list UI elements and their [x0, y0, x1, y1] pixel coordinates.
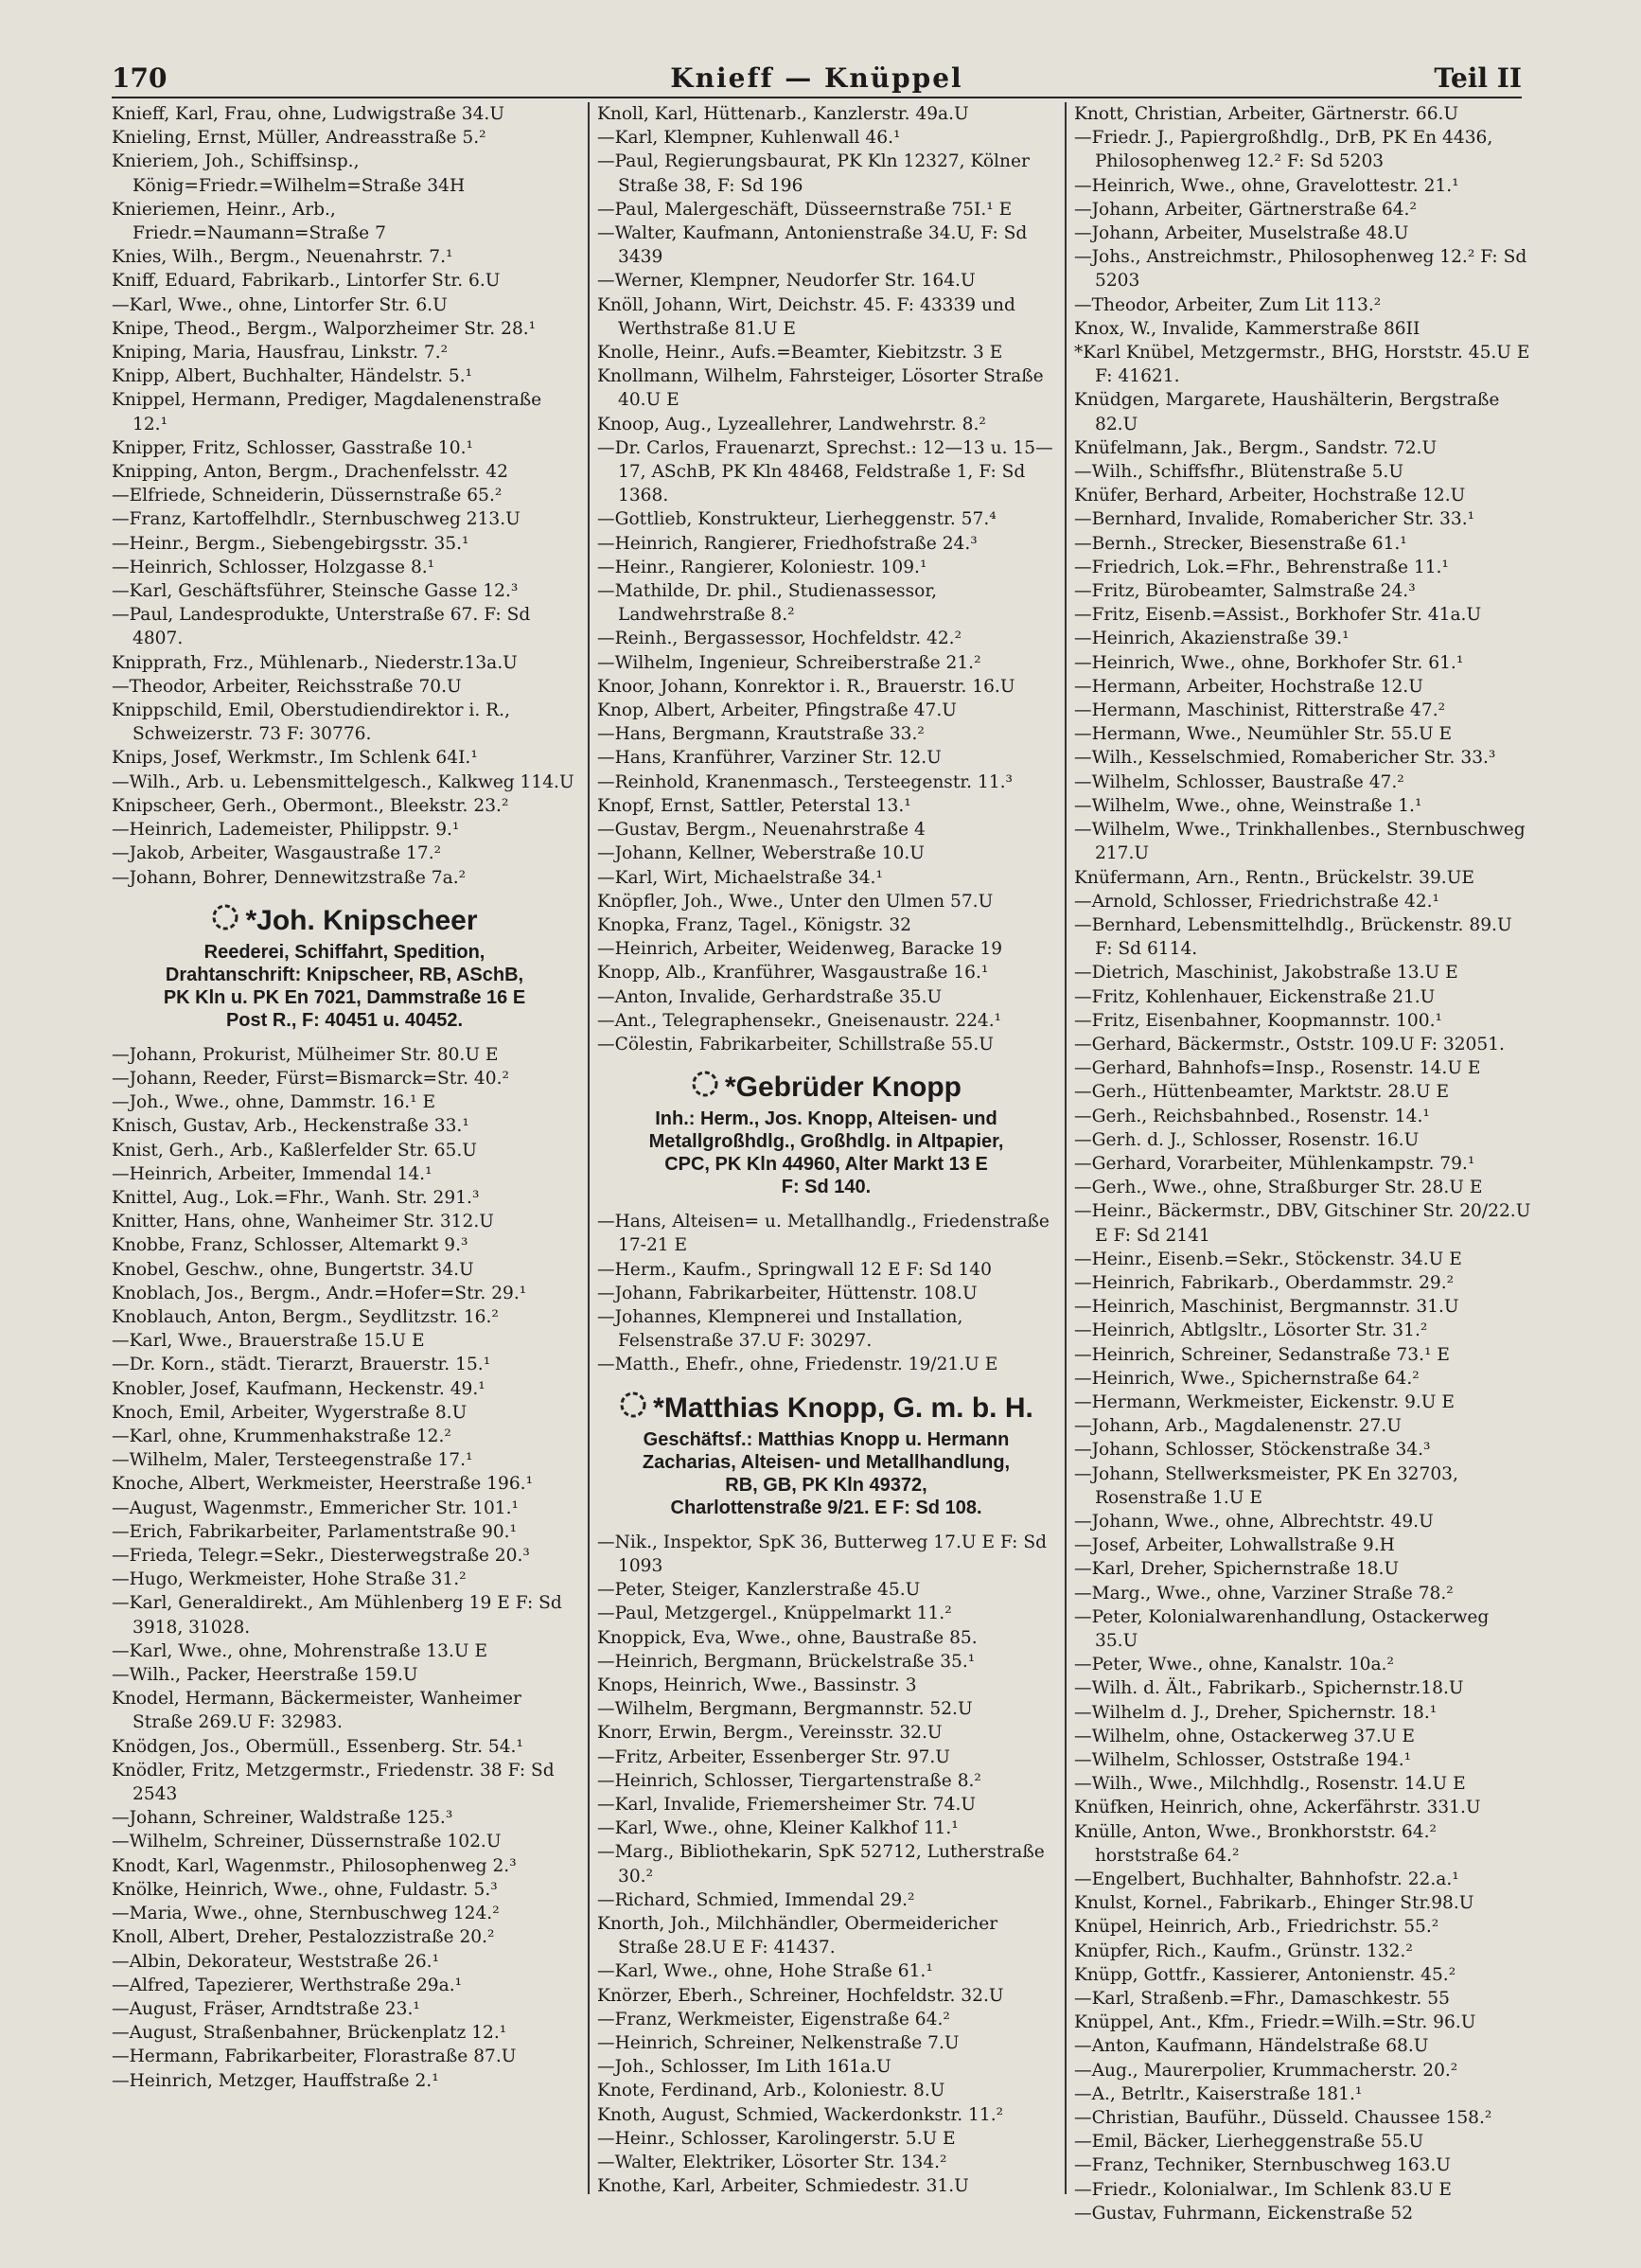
directory-entry: —Wilh., Kesselschmied, Romabericher Str. 33.³ [1074, 748, 1496, 769]
directory-entry: —Dietrich, Maschinist, Jakobstraße 13.U E [1074, 963, 1458, 983]
directory-entry: Knobbe, Franz, Schlosser, Altemarkt 9.³ [112, 1235, 468, 1256]
directory-entry: Knopka, Franz, Tagel., Königstr. 32 [597, 914, 911, 935]
directory-entry: —Peter, Kolonialwarenhandlung, Ostackerweg 35.U [1074, 1606, 1490, 1651]
directory-entry: —Josef, Arbeiter, Lohwallstraße 9.H [1074, 1535, 1395, 1556]
directory-entry: —Wilh., Packer, Heerstraße 159.U [112, 1665, 418, 1686]
directory-entry: Knips, Josef, Werkmstr., Im Schlenk 64I.¹ [112, 748, 478, 769]
directory-entry: Knobler, Josef, Kaufmann, Heckenstr. 49.¹ [112, 1378, 485, 1399]
directory-entry: —Heinr., Bäckermstr., DBV, Gitschiner Str. 20/22.U E F: Sd 2141 [1074, 1201, 1531, 1246]
block-line: Zacharias, Alteisen- und Metallhandlung, [642, 1451, 1011, 1473]
directory-entry: —Heinrich, Schreiner, Nelkenstraße 7.U [597, 2032, 960, 2053]
directory-entry: Knöpfler, Joh., Wwe., Unter den Ulmen 57.U [597, 891, 994, 912]
directory-entry: —Franz, Techniker, Sternbuschweg 163.U [1074, 2155, 1451, 2176]
directory-entry: Knothe, Karl, Arbeiter, Schmiedestr. 31.U [597, 2176, 969, 2197]
entry-list [597, 1531, 1055, 2199]
directory-entry: Knittel, Aug., Lok.=Fhr., Wanh. Str. 291.³ [112, 1188, 480, 1208]
directory-entry: —Marg., Wwe., ohne, Varziner Straße 78.² [1074, 1583, 1454, 1604]
directory-entry: —Franz, Werkmeister, Eigenstraße 64.² [597, 2009, 950, 2029]
directory-entry: —Theodor, Arbeiter, Reichsstraße 70.U [112, 676, 462, 697]
directory-entry: Knoblauch, Anton, Bergm., Seydlitzstr. 16.² [112, 1307, 499, 1328]
directory-entry: Knodel, Hermann, Bäckermeister, Wanheimer Straße 269.U F: 32983. [112, 1689, 521, 1733]
block-line: F: Sd 140. [781, 1177, 872, 1198]
directory-entry: —Johann, Stellwerksmeister, PK En 32703, Rosenstraße 1.U E [1074, 1463, 1458, 1508]
directory-entry: Knox, W., Invalide, Kammerstraße 86II [1074, 318, 1420, 339]
directory-entry: —Heinr., Rangierer, Koloniestr. 109.¹ [597, 557, 927, 577]
directory-entry: —Wilh., Schiffsfhr., Blütenstraße 5.U [1074, 462, 1404, 483]
directory-entry: —Mathilde, Dr. phil., Studienassessor, Landwehrstraße 8.² [597, 581, 938, 626]
directory-entry: —Hans, Bergmann, Krautstraße 33.² [597, 724, 925, 745]
directory-entry: —Wilhelm, Wwe., ohne, Weinstraße 1.¹ [1074, 795, 1422, 816]
directory-entry: —Hermann, Arbeiter, Hochstraße 12.U [1074, 676, 1423, 697]
directory-entry: —Friedr., Kolonialwar., Im Schlenk 83.U E [1074, 2179, 1452, 2200]
directory-entry: —Heinrich, Akazienstraße 39.¹ [1074, 629, 1350, 649]
directory-entry: —August, Straßenbahner, Brückenplatz 12.¹ [112, 2023, 507, 2044]
block-line: Inh.: Herm., Jos. Knopp, Alteisen- und [655, 1108, 997, 1130]
directory-entry: —Wilhelm, Schreiner, Düssernstraße 102.U [112, 1832, 502, 1852]
directory-entry: —Johannes, Klempnerei und Installation, Felsenstraße 37.U F: 30297. [597, 1307, 963, 1352]
directory-entry: Knüfermann, Arn., Rentn., Brückelstr. 39.UE [1074, 867, 1474, 888]
directory-entry: Knöll, Johann, Wirt, Deichstr. 45. F: 43339 und Werthstraße 81.U E [597, 294, 1015, 339]
directory-entry: —Paul, Regierungsbaurat, PK Kln 12327, Kölner Straße 38, F: Sd 196 [597, 151, 1030, 196]
directory-entry: —Anton, Invalide, Gerhardstraße 35.U [597, 986, 943, 1007]
directory-entry: —Hans, Alteisen= u. Metallhandlg., Friedenstraße 17-21 E [597, 1212, 1050, 1256]
directory-entry: —August, Fräser, Arndtstraße 23.¹ [112, 1998, 420, 2019]
directory-entry: —Heinrich, Wwe., ohne, Borkhofer Str. 61.¹ [1074, 652, 1464, 673]
directory-entry: —Gustav, Bergm., Neuenahrstraße 4 [597, 820, 926, 841]
directory-entry: —Karl, Wwe., ohne, Kleiner Kalkhof 11.¹ [597, 1818, 959, 1839]
directory-entry: —Johann, Arb., Magdalenenstr. 27.U [1074, 1416, 1402, 1437]
directory-entry: —Karl, Straßenb.=Fhr., Damaschkestr. 55 [1074, 1989, 1450, 2010]
entry-list [597, 1210, 1055, 1376]
directory-entry: Knieriem, Joh., Schiffsinsp., König=Friedr.=Wilhelm=Straße 34H [112, 151, 466, 196]
directory-entry: —Fritz, Eisenb.=Assist., Borkhofer Str. 41a.U [1074, 605, 1482, 626]
directory-entry: —Wilh., Wwe., Milchhdlg., Rosenstr. 14.U E [1074, 1774, 1466, 1795]
directory-entry: —Gerh. d. J., Schlosser, Rosenstr. 16.U [1074, 1129, 1420, 1150]
directory-entry: —Heinrich, Arbeiter, Weidenweg, Baracke 19 [597, 939, 1003, 960]
directory-entry: —Karl, Dreher, Spichernstraße 18.U [1074, 1559, 1400, 1580]
directory-entry: Knoop, Aug., Lyzeallehrer, Landwehrstr. 8.² [597, 414, 986, 434]
directory-entry: —Herm., Kaufm., Springwall 12 E F: Sd 140 [597, 1259, 992, 1280]
directory-entry: Knieling, Ernst, Müller, Andreasstraße 5.² [112, 128, 486, 149]
directory-entry: Knülle, Anton, Wwe., Bronkhorststr. 64.² horststraße 64.² [1074, 1821, 1437, 1866]
directory-entry: Knoll, Albert, Dreher, Pestalozzistraße 20.² [112, 1927, 495, 1948]
directory-entry: —Karl, Wwe., ohne, Hohe Straße 61.¹ [597, 1961, 933, 1982]
directory-entry: —Heinrich, Lademeister, Philippstr. 9.¹ [112, 820, 460, 841]
block-line: Geschäftsf.: Matthias Knopp u. Hermann [643, 1428, 1010, 1450]
directory-entry: —Theodor, Arbeiter, Zum Lit 113.² [1074, 294, 1382, 315]
directory-entry: —Paul, Malergeschäft, Düsseernstraße 75I.¹ E [597, 199, 1013, 220]
directory-entry: —Joh., Schlosser, Im Lith 161a.U [597, 2057, 891, 2078]
logo-icon [619, 1391, 647, 1428]
entry-list [1074, 102, 1532, 2225]
directory-entry: —Peter, Steiger, Kanzlerstraße 45.U [597, 1580, 921, 1601]
directory-entry: —Johann, Reeder, Fürst=Bismarck=Str. 40.² [112, 1068, 509, 1089]
directory-entry: —Wilh., Arb. u. Lebensmittelgesch., Kalkweg 114.U [112, 771, 574, 792]
directory-entry: —Hermann, Maschinist, Ritterstraße 47.² [1074, 700, 1446, 721]
directory-entry: Knulst, Kornel., Fabrikarb., Ehinger Str.98.U [1074, 1893, 1474, 1914]
directory-entry: —Heinrich, Maschinist, Bergmannstr. 31.U [1074, 1297, 1459, 1318]
directory-entry: Knorth, Joh., Milchhändler, Obermeidericher Straße 28.U E F: 41437. [597, 1913, 998, 1958]
column-1 [112, 102, 577, 2194]
directory-entry: —Wilhelm, Ingenieur, Schreiberstraße 21.² [597, 652, 981, 673]
directory-entry: Knipper, Fritz, Schlosser, Gasstraße 10.¹ [112, 437, 473, 458]
entry-list [597, 102, 1055, 1056]
block-line: CPC, PK Kln 44960, Alter Markt 13 E [664, 1154, 988, 1176]
block-line: Reederei, Schiffahrt, Spedition, [203, 941, 485, 963]
directory-entry: —Erich, Fabrikarbeiter, Parlamentstraße 90.¹ [112, 1521, 518, 1542]
directory-entry: Knoth, August, Schmied, Wackerdonkstr. 11.² [597, 2104, 1004, 2125]
directory-entry: —Walter, Elektriker, Lösorter Str. 134.² [597, 2152, 947, 2172]
directory-entry: —Elfriede, Schneiderin, Düssernstraße 65.² [112, 486, 503, 506]
directory-entry: —Wilhelm, Bergmann, Bergmannstr. 52.U [597, 1699, 973, 1720]
directory-entry: —Anton, Kaufmann, Händelstraße 68.U [1074, 2036, 1429, 2057]
directory-entry: —Peter, Wwe., ohne, Kanalstr. 10a.² [1074, 1655, 1394, 1675]
entry-list [112, 102, 577, 890]
column-3 [1065, 102, 1532, 2224]
logo-icon [211, 903, 239, 941]
column-2 [588, 102, 1055, 2197]
directory-entry: Knörzer, Eberh., Schreiner, Hochfeldstr. 32.U [597, 1985, 1004, 2006]
directory-entry: —Johann, Prokurist, Mülheimer Str. 80.U E [112, 1044, 499, 1065]
directory-entry: —Gerhard, Bäckermstr., Oststr. 109.U F: 32051. [1074, 1034, 1505, 1054]
directory-entry: Knott, Christian, Arbeiter, Gärtnerstr. 66.U [1074, 104, 1459, 124]
directory-entry: —Gerhard, Vorarbeiter, Mühlenkampstr. 79.¹ [1074, 1153, 1475, 1174]
directory-entry: —Bernhard, Lebensmittelhdlg., Brückenstr. 89.U F: Sd 6114. [1074, 914, 1512, 960]
directory-entry: Knödgen, Jos., Obermüll., Essenberg. Str. 54.¹ [112, 1736, 523, 1757]
directory-entry: —Friedrich, Lok.=Fhr., Behrenstraße 11.¹ [1074, 557, 1449, 577]
advertisement-block [597, 1391, 1055, 1519]
directory-entry: —Hans, Kranführer, Varziner Str. 12.U [597, 748, 942, 769]
directory-entry: —Maria, Wwe., ohne, Sternbuschweg 124.² [112, 1904, 500, 1924]
directory-entry: —Fritz, Kohlenhauer, Eickenstraße 21.U [1074, 986, 1436, 1007]
directory-entry: Kniping, Maria, Hausfrau, Linkstr. 7.² [112, 343, 449, 363]
directory-entry: Knops, Heinrich, Wwe., Bassinstr. 3 [597, 1674, 917, 1695]
directory-entry: —Gerh., Reichsbahnbed., Rosenstr. 14.¹ [1074, 1106, 1430, 1126]
directory-entry: Knoor, Johann, Konrektor i. R., Brauerstr. 16.U [597, 676, 1015, 697]
directory-entry: —Gerhard, Bahnhofs=Insp., Rosenstr. 14.U E [1074, 1058, 1481, 1079]
directory-entry: —Reinhold, Kranenmasch., Tersteegenstr. 11.³ [597, 771, 1014, 792]
block-name: *Joh. Knipscheer [245, 904, 478, 936]
directory-entry: —Paul, Metzgergel., Knüppelmarkt 11.² [597, 1604, 952, 1624]
directory-entry: —Wilhelm, Schlosser, Oststraße 194.¹ [1074, 1750, 1412, 1771]
block-name: *Gebrüder Knopp [724, 1072, 962, 1104]
directory-entry: —Heinr., Schlosser, Karolingerstr. 5.U E [597, 2128, 956, 2149]
directory-entry: —Dr. Korn., städt. Tierarzt, Brauerstr. 15.¹ [112, 1355, 491, 1375]
advertisement-block [597, 1070, 1055, 1198]
directory-entry: —Wilhelm, Wwe., Trinkhallenbes., Sternbuschweg 217.U [1074, 820, 1526, 864]
directory-entry: —Karl, Generaldirekt., Am Mühlenberg 19 E F: Sd 3918, 31028. [112, 1593, 562, 1638]
directory-entry: —Heinr., Bergm., Siebengebirgsstr. 35.¹ [112, 533, 469, 554]
block-name: *Matthias Knopp, G. m. b. H. [653, 1391, 1033, 1424]
directory-entry: Knölke, Heinrich, Wwe., ohne, Fuldastr. 5.³ [112, 1879, 498, 1900]
directory-entry: —Hermann, Fabrikarbeiter, Florastraße 87.U [112, 2047, 517, 2067]
directory-entry: Knüpel, Heinrich, Arb., Friedrichstr. 55.² [1074, 1917, 1439, 1938]
directory-entry: —Emil, Bäcker, Lierheggenstraße 55.U [1074, 2132, 1424, 2153]
directory-entry: —Wilhelm d. J., Dreher, Spichernstr. 18.¹ [1074, 1702, 1438, 1723]
directory-entry: Knopf, Ernst, Sattler, Peterstal 13.¹ [597, 795, 911, 816]
directory-entry: —Hermann, Werkmeister, Eickenstr. 9.U E [1074, 1391, 1455, 1412]
directory-entry: —Paul, Landesprodukte, Unterstraße 67. F: Sd 4807. [112, 605, 531, 649]
directory-entry: —Johann, Schreiner, Waldstraße 125.³ [112, 1808, 453, 1829]
directory-entry: Knorr, Erwin, Bergm., Vereinsstr. 32.U [597, 1723, 943, 1744]
directory-entry: —Heinrich, Fabrikarb., Oberdammstr. 29.² [1074, 1272, 1455, 1293]
directory-entry: Knopp, Alb., Kranführer, Wasgaustraße 16.¹ [597, 963, 989, 983]
directory-entry: —Heinrich, Rangierer, Friedhofstraße 24.³ [597, 533, 978, 554]
directory-entry: —Bernh., Strecker, Biesenstraße 61.¹ [1074, 533, 1407, 554]
directory-entry: —Nik., Inspektor, SpK 36, Butterweg 17.U E F: Sd 1093 [597, 1532, 1047, 1576]
directory-entry: —Matth., Ehefr., ohne, Friedenstr. 19/21.U E [597, 1355, 998, 1375]
directory-entry: Knies, Wilh., Bergm., Neuenahrstr. 7.¹ [112, 247, 453, 268]
directory-entry: —Bernhard, Invalide, Romabericher Str. 33.¹ [1074, 509, 1475, 530]
directory-entry: Knüpfer, Rich., Kaufm., Grünstr. 132.² [1074, 1940, 1413, 1961]
directory-entry: —Heinrich, Wwe., Spichernstraße 64.² [1074, 1368, 1420, 1389]
directory-entry: Knoll, Karl, Hüttenarb., Kanzlerstr. 49a.U [597, 104, 969, 124]
directory-entry: —Heinrich, Arbeiter, Immendal 14.¹ [112, 1163, 432, 1184]
directory-entry: Knüppel, Ant., Kfm., Friedr.=Wilh.=Str. 96.U [1074, 2012, 1476, 2033]
directory-entry: —Fritz, Arbeiter, Essenberger Str. 97.U [597, 1746, 950, 1767]
directory-entry: —Wilhelm, ohne, Ostackerweg 37.U E [1074, 1726, 1415, 1746]
page-number: 170 [112, 62, 168, 94]
directory-entry: —Heinrich, Bergmann, Brückelstraße 35.¹ [597, 1651, 976, 1672]
logo-icon [691, 1070, 719, 1107]
directory-entry: —Heinrich, Schlosser, Tiergartenstraße 8.² [597, 1770, 981, 1791]
directory-entry: —Johann, Schlosser, Stöckenstraße 34.³ [1074, 1440, 1431, 1461]
page-title: Knieff — Knüppel [670, 62, 963, 94]
directory-entry: —Reinh., Bergassessor, Hochfeldstr. 42.² [597, 629, 962, 649]
directory-entry: —Albin, Dekorateur, Weststraße 26.¹ [112, 1951, 440, 1972]
directory-entry: Kniff, Eduard, Fabrikarb., Lintorfer Str. 6.U [112, 271, 501, 292]
directory-entry: Knüfken, Heinrich, ohne, Ackerfährstr. 331.U [1074, 1798, 1481, 1818]
block-line: PK Kln u. PK En 7021, Dammstraße 16 E [163, 986, 526, 1008]
directory-entry: —Wilhelm, Maler, Tersteegenstraße 17.¹ [112, 1450, 473, 1471]
directory-entry: Knollmann, Wilhelm, Fahrsteiger, Lösorter Straße 40.U E [597, 366, 1044, 411]
directory-entry: —Johann, Bohrer, Dennewitzstraße 7a.² [112, 867, 467, 888]
directory-entry: Knoppick, Eva, Wwe., ohne, Baustraße 85. [597, 1627, 978, 1648]
directory-entry: Knote, Ferdinand, Arb., Koloniestr. 8.U [597, 2081, 945, 2101]
block-line: RB, GB, PK Kln 49372, [725, 1474, 927, 1496]
directory-entry: —Gustav, Fuhrmann, Eickenstraße 52 [1074, 2203, 1414, 2224]
directory-entry: —Christian, Bauführ., Düsseld. Chaussee 158.² [1074, 2108, 1492, 2129]
directory-entry: Knüpp, Gottfr., Kassierer, Antonienstr. 45.² [1074, 1964, 1456, 1985]
block-line: Charlottenstraße 9/21. E F: Sd 108. [670, 1497, 982, 1518]
directory-entry: —Wilh. d. Ält., Fabrikarb., Spichernstr.18.U [1074, 1678, 1464, 1699]
directory-entry: —Cölestin, Fabrikarbeiter, Schillstraße 55.U [597, 1034, 994, 1054]
directory-entry: —Karl, Wwe., ohne, Mohrenstraße 13.U E [112, 1640, 488, 1661]
directory-entry: —Alfred, Tapezierer, Werthstraße 29a.¹ [112, 1975, 463, 1995]
directory-entry: —A., Betrltr., Kaiserstraße 181.¹ [1074, 2083, 1363, 2104]
directory-entry: Knüdgen, Margarete, Haushälterin, Bergstraße 82.U [1074, 390, 1500, 434]
directory-entry: Knipp, Albert, Buchhalter, Händelstr. 5.¹ [112, 366, 473, 387]
directory-entry: Knop, Albert, Arbeiter, Pfingstraße 47.U [597, 700, 957, 721]
directory-entry: —Karl, Klempner, Kuhlenwall 46.¹ [597, 128, 901, 149]
directory-entry: Knisch, Gustav, Arb., Heckenstraße 33.¹ [112, 1116, 469, 1137]
block-line: Metallgroßhdlg., Großhdlg. in Altpapier, [648, 1131, 1004, 1153]
directory-entry: —Ant., Telegraphensekr., Gneisenaustr. 224.¹ [597, 1010, 1002, 1031]
directory-entry: Knoche, Albert, Werkmeister, Heerstraße 196.¹ [112, 1474, 534, 1495]
directory-entry: Knipprath, Frz., Mühlenarb., Niederstr.13a.U [112, 652, 518, 673]
directory-entry: Knipscheer, Gerh., Obermont., Bleekstr. 23.² [112, 795, 509, 816]
directory-entry: —Fritz, Eisenbahner, Koopmannstr. 100.¹ [1074, 1010, 1442, 1031]
directory-entry: —Franz, Kartoffelhdlr., Sternbuschweg 213.U [112, 509, 521, 530]
directory-entry: —Joh., Wwe., ohne, Dammstr. 16.¹ E [112, 1092, 436, 1113]
directory-entry: Knoch, Emil, Arbeiter, Wygerstraße 8.U [112, 1402, 468, 1423]
directory-entry: —Hermann, Wwe., Neumühler Str. 55.U E [1074, 724, 1453, 745]
directory-entry: Knüfelmann, Jak., Bergm., Sandstr. 72.U [1074, 437, 1438, 458]
directory-entry: —Walter, Kaufmann, Antonienstraße 34.U, F: Sd 3439 [597, 223, 1028, 268]
directory-entry: —Karl, Wirt, Michaelstraße 34.¹ [597, 867, 883, 888]
directory-entry: —Karl, Geschäftsführer, Steinsche Gasse 12.³ [112, 581, 519, 602]
directory-entry: —Jakob, Arbeiter, Wasgaustraße 17.² [112, 843, 442, 864]
directory-entry: Knüfer, Berhard, Arbeiter, Hochstraße 12.U [1074, 486, 1466, 506]
directory-entry: —Wilhelm, Schlosser, Baustraße 47.² [1074, 771, 1404, 792]
page-header [112, 57, 1522, 98]
directory-entry: —Johann, Arbeiter, Gärtnerstraße 64.² [1074, 199, 1417, 220]
directory-entry: —Johs., Anstreichmstr., Philosophenweg 12.² F: Sd 5203 [1074, 247, 1527, 292]
directory-entry: —Friedr. J., Papiergroßhdlg., DrB, PK En 4436, Philosophenweg 12.² F: Sd 5203 [1074, 128, 1493, 172]
directory-entry: —Johann, Kellner, Weberstraße 10.U [597, 843, 925, 864]
directory-entry: —Karl, Invalide, Friemersheimer Str. 74.U [597, 1794, 977, 1815]
directory-entry: Knieff, Karl, Frau, ohne, Ludwigstraße 34.U [112, 104, 505, 124]
directory-entry: —Arnold, Schlosser, Friedrichstraße 42.¹ [1074, 891, 1439, 912]
directory-entry: Knipping, Anton, Bergm., Drachenfelsstr. 42 [112, 462, 508, 483]
directory-entry: —Karl, Wwe., ohne, Lintorfer Str. 6.U [112, 294, 448, 315]
directory-entry: —Gerh., Hüttenbeamter, Marktstr. 28.U E [1074, 1082, 1450, 1103]
directory-entry: —Gerh., Wwe., ohne, Straßburger Str. 28.U E [1074, 1178, 1483, 1198]
directory-entry: —Hugo, Werkmeister, Hohe Straße 31.² [112, 1569, 467, 1590]
directory-entry: Knitter, Hans, ohne, Wanheimer Str. 312.U [112, 1212, 494, 1232]
directory-entry: Knodt, Karl, Wagenmstr., Philosophenweg 2.³ [112, 1855, 517, 1876]
directory-entry: —Heinrich, Metzger, Hauffstraße 2.¹ [112, 2070, 439, 2091]
directory-entry: —Heinrich, Wwe., ohne, Gravelottestr. 21.¹ [1074, 175, 1459, 196]
directory-entry: —Marg., Bibliothekarin, SpK 52712, Lutherstraße 30.² [597, 1842, 1045, 1887]
directory-entry: —Fritz, Bürobeamter, Salmstraße 24.³ [1074, 581, 1416, 602]
directory-entry: Knipe, Theod., Bergm., Walporzheimer Str. 28.¹ [112, 318, 537, 339]
directory-entry: —Dr. Carlos, Frauenarzt, Sprechst.: 12—13 u. 15—17, ASchB, PK Kln 48468, Feldstraße 1, F: Sd 1368. [597, 437, 1053, 506]
directory-entry: Knobel, Geschw., ohne, Bungertstr. 34.U [112, 1259, 474, 1280]
directory-entry: Knoblach, Jos., Bergm., Andr.=Hofer=Str. 29.¹ [112, 1283, 527, 1303]
directory-entry: Knist, Gerh., Arb., Kaßlerfelder Str. 65.U [112, 1140, 477, 1161]
directory-entry: —Richard, Schmied, Immendal 29.² [597, 1889, 915, 1910]
directory-entry: Knödler, Fritz, Metzgermstr., Friedenstr. 38 F: Sd 2543 [112, 1760, 555, 1805]
directory-entry: —Heinrich, Schlosser, Holzgasse 8.¹ [112, 557, 435, 577]
entry-list [112, 1043, 577, 2093]
directory-entry: —Johann, Arbeiter, Muselstraße 48.U [1074, 223, 1409, 244]
directory-entry: —Heinr., Eisenb.=Sekr., Stöckenstr. 34.U E [1074, 1249, 1462, 1269]
part-label: Teil II [1434, 62, 1522, 94]
directory-entry: —Gottlieb, Konstrukteur, Lierheggenstr. 57.⁴ [597, 509, 997, 530]
block-line: Post R., F: 40451 u. 40452. [225, 1009, 464, 1031]
directory-entry: Knolle, Heinr., Aufs.=Beamter, Kiebitzstr. 3 E [597, 343, 1003, 363]
directory-entry: —Aug., Maurerpolier, Krummacherstr. 20.² [1074, 2060, 1458, 2081]
directory-entry: —Johann, Fabrikarbeiter, Hüttenstr. 108.U [597, 1283, 978, 1303]
directory-entry: —August, Wagenmstr., Emmericher Str. 101.¹ [112, 1497, 519, 1518]
directory-entry: Knippel, Hermann, Prediger, Magdalenenstraße 12.¹ [112, 390, 542, 434]
block-line: Drahtanschrift: Knipscheer, RB, ASchB, [165, 964, 524, 985]
directory-entry: —Heinrich, Schreiner, Sedanstraße 73.¹ E [1074, 1344, 1450, 1365]
directory-entry: *Karl Knübel, Metzgermstr., BHG, Horststr. 45.U E F: 41621. [1074, 343, 1530, 387]
advertisement-block [112, 903, 577, 1032]
directory-entry: —Karl, ohne, Krummenhakstraße 12.² [112, 1426, 451, 1447]
directory-entry: Knieriemen, Heinr., Arb., Friedr.=Naumann=Straße 7 [112, 199, 386, 244]
directory-entry: —Werner, Klempner, Neudorfer Str. 164.U [597, 271, 976, 292]
directory-entry: —Johann, Wwe., ohne, Albrechtstr. 49.U [1074, 1511, 1434, 1532]
directory-entry: —Frieda, Telegr.=Sekr., Diesterwegstraße 20.³ [112, 1546, 530, 1567]
directory-entry: Knippschild, Emil, Oberstudiendirektor i. R., Schweizerstr. 73 F: 30776. [112, 700, 511, 745]
directory-entry: —Engelbert, Buchhalter, Bahnhofstr. 22.a.¹ [1074, 1869, 1459, 1890]
directory-entry: —Heinrich, Abtlgsltr., Lösorter Str. 31.² [1074, 1320, 1428, 1341]
directory-entry: —Karl, Wwe., Brauerstraße 15.U E [112, 1331, 425, 1352]
